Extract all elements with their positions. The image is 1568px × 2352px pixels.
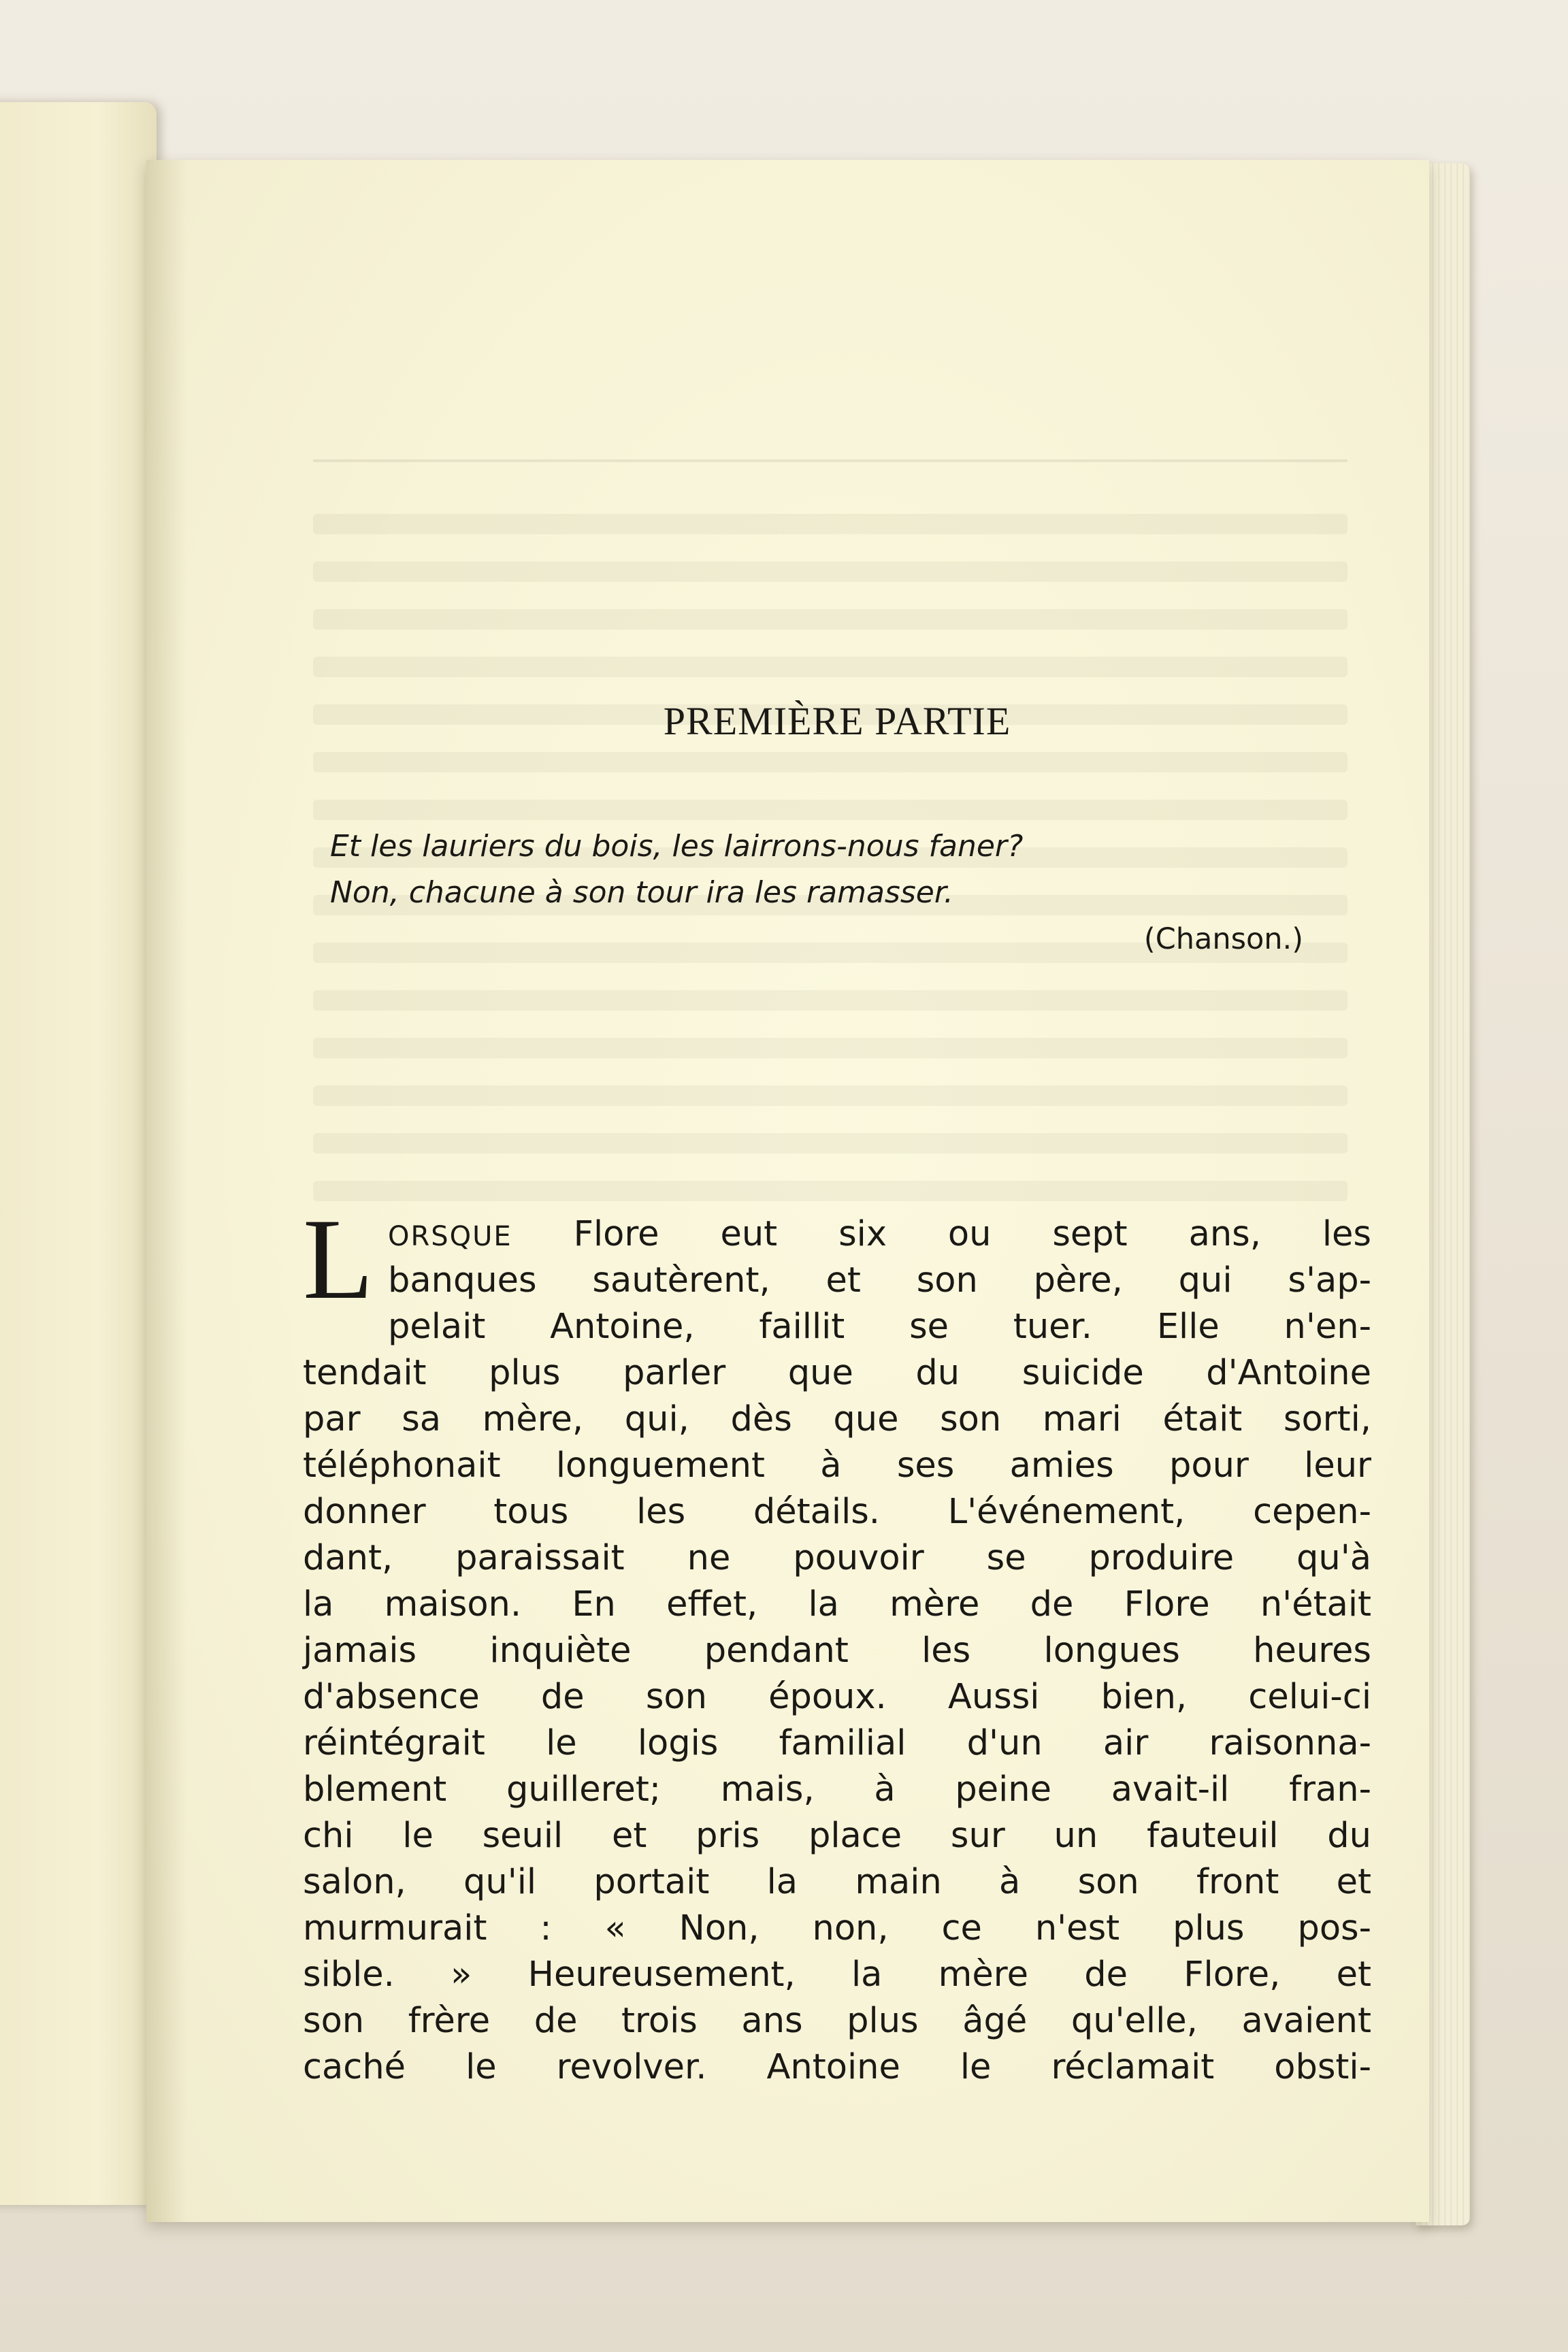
show-through-line [313,561,1348,582]
show-through-line [313,752,1348,772]
body-line: téléphonait longuement à ses amies pour leur [303,1446,1371,1486]
body-line: jamais inquiète pendant les longues heures [303,1631,1371,1671]
show-through-line [313,1133,1348,1154]
body-line: son frère de trois ans plus âgé qu'elle, avaient [303,2001,1371,2041]
body-line: réintégrait le logis familial d'un air raisonna- [303,1723,1371,1763]
show-through-line [313,800,1348,820]
body-text [303,1195,1371,2091]
body-line: tendait plus parler que du suicide d'Antoine [303,1353,1371,1393]
show-through-line [313,1181,1348,1201]
show-through-line [313,990,1348,1011]
body-line: par sa mère, qui, dès que son mari était sorti, [303,1399,1371,1439]
epigraph-line: Non, chacune à son tour ira les ramasser. [330,875,953,910]
show-through-line [313,657,1348,677]
body-line: caché le revolver. Antoine le réclamait obsti- [303,2047,1371,2087]
body-line: murmurait : « Non, non, ce n'est plus pos- [303,1908,1371,1948]
show-through-line [313,609,1348,630]
show-through-line [313,1038,1348,1058]
epigraph-line: Et les lauriers du bois, les lairrons-nous faner? [330,829,1024,864]
book-page [146,160,1429,2222]
show-through-line [313,514,1348,534]
body-line: pelait Antoine, faillit se tuer. Elle n'en- [388,1307,1371,1347]
body-line: sible. » Heureusement, la mère de Flore, et [303,1955,1371,1995]
body-line: dant, paraissait ne pouvoir se produire qu'à [303,1538,1371,1578]
body-line: blement guilleret; mais, à peine avait-il fran- [303,1769,1371,1810]
body-line-text: Flore eut six ou sept ans, les [512,1214,1371,1254]
show-through-line [313,1085,1348,1106]
gutter-shadow [146,160,187,2222]
body-line: la maison. En effet, la mère de Flore n'était [303,1584,1371,1624]
body-line: d'absence de son époux. Aussi bien, celui-ci [303,1677,1371,1717]
left-page [0,102,157,2205]
epigraph [303,823,1371,962]
part-title: PREMIÈRE PARTIE [663,699,1011,743]
body-line: salon, qu'il portait la main à son front et [303,1862,1371,1902]
epigraph-source: (Chanson.) [1143,922,1303,956]
body-line: donner tous les détails. L'événement, cepen- [303,1492,1371,1532]
show-through-header [313,405,1348,462]
first-word-smallcaps: ORSQUE [388,1221,512,1252]
body-line [303,1211,1371,1258]
drop-cap: L [303,1195,374,1323]
body-line: chi le seuil et pris place sur un fauteuil du [303,1816,1371,1856]
body-line: banques sautèrent, et son père, qui s'ap- [388,1260,1371,1301]
